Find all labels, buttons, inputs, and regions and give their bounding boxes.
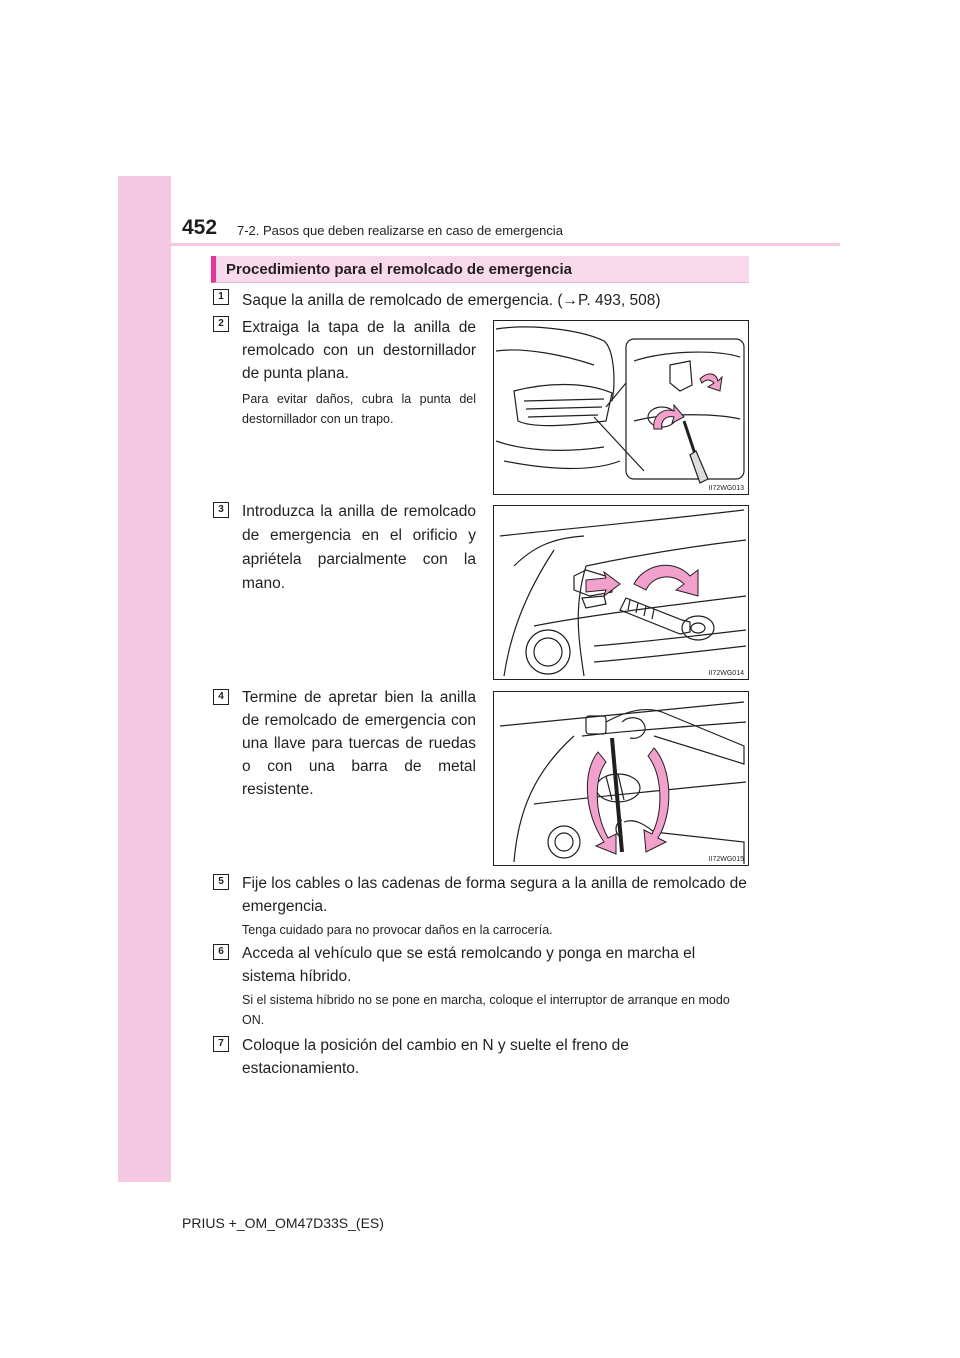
step-4-text: Termine de apretar bien la anilla de remolcado de emergencia con una llave para tuercas de ruedas o con una barra de metal resistente. [242, 689, 476, 798]
figure-code: II72WG013 [708, 485, 744, 492]
step-number-5: 5 [213, 874, 229, 890]
step-2-note: Para evitar daños, cubra la punta del destornillador con un trapo. [242, 392, 476, 426]
step-6-text: Acceda al vehículo que se está remolcando y ponga en marcha el sistema híbrido. [242, 945, 696, 985]
figure-insert-ring [493, 505, 749, 680]
step-number-4: 4 [213, 689, 229, 705]
figure-code: II72WG014 [708, 670, 744, 677]
page-number: 452 [182, 216, 218, 239]
figure-code: II72WG015 [708, 856, 744, 863]
step-5-note: Tenga cuidado para no provocar daños en la carrocería. [242, 923, 553, 937]
banner-title: Procedimiento para el remolcado de emergencia [226, 261, 572, 278]
step-number-6: 6 [213, 944, 229, 960]
step-number-1: 1 [213, 289, 229, 305]
remove-cap-illustration [494, 321, 748, 494]
step-1-text: Saque la anilla de remolcado de emergencia. (→P. 493, 508) [242, 292, 661, 309]
step-7-text: Coloque la posición del cambio en N y suelte el freno de estacionamiento. [242, 1037, 629, 1077]
section-banner [211, 256, 749, 283]
step-number-2: 2 [213, 316, 229, 332]
step-5-text: Fije los cables o las cadenas de forma segura a la anilla de remolcado de emergencia. [242, 875, 747, 915]
figure-tighten-ring [493, 691, 749, 866]
tighten-ring-illustration [494, 692, 748, 865]
insert-ring-illustration [494, 506, 748, 679]
step-6-note: Si el sistema híbrido no se pone en marcha, coloque el interruptor de arranque en modo ON. [242, 993, 730, 1027]
step-number-3: 3 [213, 502, 229, 518]
header-rule [118, 243, 840, 246]
step-3-text: Introduzca la anilla de remolcado de emergencia en el orificio y apriétela parcialmente con la mano. [242, 503, 476, 592]
step-number-7: 7 [213, 1036, 229, 1052]
figure-remove-cap [493, 320, 749, 495]
section-title: 7-2. Pasos que deben realizarse en caso de emergencia [237, 223, 563, 238]
side-tab-strip [118, 176, 171, 1182]
footer-code: PRIUS +_OM_OM47D33S_(ES) [182, 1215, 384, 1231]
step-2-text: Extraiga la tapa de la anilla de remolcado con un destornillador de punta plana. [242, 319, 476, 382]
